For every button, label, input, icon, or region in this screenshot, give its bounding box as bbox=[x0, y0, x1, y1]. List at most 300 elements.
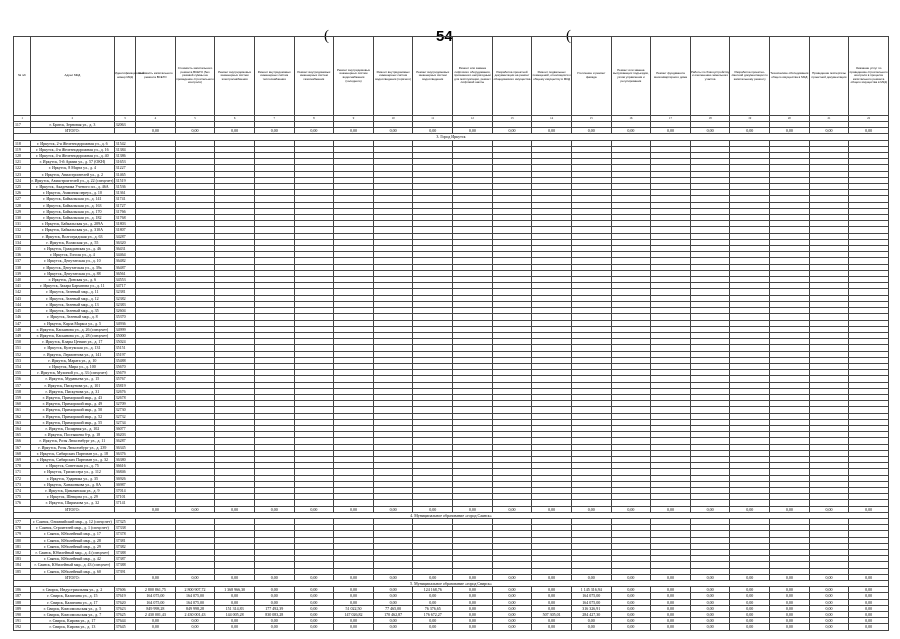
column-number: 11 bbox=[413, 116, 453, 122]
building-id: 36987 bbox=[114, 481, 135, 487]
total-value: 0,00 bbox=[690, 128, 730, 134]
building-id: 35488 bbox=[114, 357, 135, 363]
building-id: 37387 bbox=[114, 556, 135, 562]
value-cell: 0,00 bbox=[453, 618, 493, 624]
value-cell: 2 800 907,72 bbox=[175, 587, 215, 593]
column-header: Ремонт внутридомовых инженерных систем водоотведения bbox=[413, 37, 453, 116]
value-cell: 0,00 bbox=[849, 587, 889, 593]
address-cell: г. Иркутск, Зеленый мкр., д. 12 bbox=[31, 295, 115, 301]
value-cell: 164 075,00 bbox=[175, 599, 215, 605]
row-number: 192 bbox=[14, 624, 31, 630]
row-number: 160 bbox=[14, 401, 31, 407]
building-id: 32709 bbox=[114, 401, 135, 407]
value-cell: 1 368 966,30 bbox=[215, 587, 255, 593]
address-cell: г. Иркутск, Зеленый мкр., д. 35 bbox=[31, 308, 115, 314]
building-id: 31803 bbox=[114, 221, 135, 227]
address-cell: г. Иркутск, Мухиной ул., д. 33 (спецсчет) bbox=[31, 370, 115, 376]
building-id: 32730 bbox=[114, 407, 135, 413]
value-cell: 0,00 bbox=[690, 593, 730, 599]
building-id: 32604 bbox=[114, 308, 135, 314]
address-cell: г. Иркутск, Байкальская ул., д. 310А bbox=[31, 227, 115, 233]
value-cell: 0,00 bbox=[809, 587, 849, 593]
address-cell: г. Иркутск, Байкальская ул., д. 163 bbox=[31, 202, 115, 208]
total-label: ИТОГО: bbox=[31, 574, 115, 580]
value-cell: 0,00 bbox=[770, 599, 810, 605]
column-header: Ремонт внутридомовых инженерных систем водоснабжения (холодного) bbox=[334, 37, 374, 116]
building-id: 37014 bbox=[114, 487, 135, 493]
column-header: Стоимость капитального ремонта ВСЕГО (без разовой суммы на проведение строительного контроля) bbox=[175, 37, 215, 116]
row-number: 141 bbox=[14, 283, 31, 289]
column-header: Ремонт внутридомовых инженерных систем водоотведения (горячего) bbox=[373, 37, 413, 116]
value-cell: 0,00 bbox=[532, 605, 572, 611]
column-number: 15 bbox=[571, 116, 611, 122]
address-cell: г. Иркутск, Приморский мкр., д. 43 bbox=[31, 394, 115, 400]
total-value: 0,00 bbox=[373, 506, 413, 512]
value-cell: 0,00 bbox=[453, 612, 493, 618]
building-id: 36431 bbox=[114, 246, 135, 252]
total-value: 0,00 bbox=[730, 574, 770, 580]
column-number: 10 bbox=[373, 116, 413, 122]
total-value: 0,00 bbox=[453, 128, 493, 134]
value-cell: 0,00 bbox=[651, 593, 691, 599]
value-cell: 0,00 bbox=[770, 593, 810, 599]
value-cell: 0,00 bbox=[611, 605, 651, 611]
value-cell: 0,00 bbox=[254, 624, 294, 630]
address-cell: г. Иркутск, Трилиссера ул., д. 112 bbox=[31, 469, 115, 475]
value-cell: 0,00 bbox=[334, 618, 374, 624]
row-number: 134 bbox=[14, 239, 31, 245]
building-id: 37619 bbox=[114, 593, 135, 599]
building-id: 35670 bbox=[114, 363, 135, 369]
address-cell: г. Свирск, Калинина ул., д. 15 bbox=[31, 593, 115, 599]
building-id: 36482 bbox=[114, 258, 135, 264]
building-id: 31727 bbox=[114, 202, 135, 208]
value-cell: 0,00 bbox=[809, 612, 849, 618]
row-number: 126 bbox=[14, 190, 31, 196]
total-value: 0,00 bbox=[849, 128, 889, 134]
total-value: 0,00 bbox=[175, 506, 215, 512]
address-cell: г. Саянск, Юбилейный мкр., д. 60 bbox=[31, 568, 115, 574]
value-cell: 0,00 bbox=[373, 593, 413, 599]
value-cell: 0,00 bbox=[730, 599, 770, 605]
building-id: 37382 bbox=[114, 543, 135, 549]
value-cell: 0,00 bbox=[334, 599, 374, 605]
total-value: 0,00 bbox=[849, 574, 889, 580]
address-cell: г. Иркутск, Розы Люксембург ул., д. 11 bbox=[31, 438, 115, 444]
column-number: 6 bbox=[215, 116, 255, 122]
column-number: 18 bbox=[690, 116, 730, 122]
value-cell: 830 083,28 bbox=[254, 612, 294, 618]
row-number: 139 bbox=[14, 270, 31, 276]
building-id: 37388 bbox=[114, 550, 135, 556]
building-id: 35679 bbox=[114, 370, 135, 376]
row-number: 135 bbox=[14, 246, 31, 252]
row-number: 144 bbox=[14, 301, 31, 307]
row-number: 117 bbox=[14, 122, 31, 128]
column-number: 22 bbox=[849, 116, 889, 122]
value-cell: 849 998,28 bbox=[175, 605, 215, 611]
column-number: 19 bbox=[730, 116, 770, 122]
value-cell: 0,00 bbox=[294, 624, 334, 630]
building-id: 37388 bbox=[114, 562, 135, 568]
building-id: 37623 bbox=[114, 605, 135, 611]
column-number: 9 bbox=[334, 116, 374, 122]
address-cell: г. Иркутск, 5-й Армии ул., д. 57 (ОКН) bbox=[31, 159, 115, 165]
row-number: 174 bbox=[14, 487, 31, 493]
column-number: 2 bbox=[31, 116, 115, 122]
row-number: 175 bbox=[14, 494, 31, 500]
total-value: 0,00 bbox=[175, 128, 215, 134]
building-id: 36077 bbox=[114, 425, 135, 431]
value-cell: 0,00 bbox=[254, 599, 294, 605]
building-id: 34553 bbox=[114, 277, 135, 283]
building-id: 35151 bbox=[114, 345, 135, 351]
building-id: 32381 bbox=[114, 289, 135, 295]
row-number: 156 bbox=[14, 376, 31, 382]
total-value: 0,00 bbox=[373, 128, 413, 134]
column-header: Ремонт подвальных помещений, относящихся к общему имуществу в МКД bbox=[532, 37, 572, 116]
total-value: 0,00 bbox=[492, 128, 532, 134]
value-cell: 164 075,00 bbox=[175, 593, 215, 599]
value-cell: 0,00 bbox=[373, 599, 413, 605]
value-cell: 284 427,30 bbox=[571, 612, 611, 618]
value-cell: 0,00 bbox=[690, 605, 730, 611]
total-label: ИТОГО: bbox=[31, 128, 115, 134]
value-cell: 164 075,00 bbox=[571, 593, 611, 599]
row-number: 168 bbox=[14, 450, 31, 456]
row-number: 148 bbox=[14, 326, 31, 332]
row-number: 118 bbox=[14, 140, 31, 146]
value-cell: 0,00 bbox=[453, 587, 493, 593]
total-value: 0,00 bbox=[413, 574, 453, 580]
row-number: 185 bbox=[14, 568, 31, 574]
row-number: 145 bbox=[14, 308, 31, 314]
row-number: 170 bbox=[14, 463, 31, 469]
column-header: Разработка проектной документации на ремонт общедомового имущества bbox=[492, 37, 532, 116]
total-value: 0,00 bbox=[770, 506, 810, 512]
building-id: 35000 bbox=[114, 332, 135, 338]
value-cell: 0,00 bbox=[611, 599, 651, 605]
address-cell: г. Иркутск, Касьянова ул., д. 26 (спецсчет) bbox=[31, 326, 115, 332]
section-title: 5. Муниципальное образование «город Свирск» bbox=[14, 581, 889, 587]
total-value: 0,00 bbox=[215, 574, 255, 580]
address-cell: г. Иркутск, Приморский мкр., д. 50 bbox=[31, 407, 115, 413]
address-cell: г. Иркутск, 2-я Железнодорожная ул., д. 6 bbox=[31, 140, 115, 146]
total-value: 0,00 bbox=[334, 128, 374, 134]
row-number: 153 bbox=[14, 357, 31, 363]
address-cell: г. Иркутск, Депутатская ул., д. 88 bbox=[31, 270, 115, 276]
value-cell: 0,00 bbox=[215, 618, 255, 624]
value-cell: 2 800 861,75 bbox=[136, 587, 176, 593]
value-cell: 0,00 bbox=[730, 593, 770, 599]
value-cell: 0,00 bbox=[849, 593, 889, 599]
total-value: 0,00 bbox=[770, 574, 810, 580]
value-cell: 0,00 bbox=[770, 587, 810, 593]
total-value: 0,00 bbox=[571, 128, 611, 134]
value-cell: 0,00 bbox=[690, 587, 730, 593]
value-cell: 0,00 bbox=[690, 618, 730, 624]
value-cell: 164 075,00 bbox=[136, 599, 176, 605]
value-cell: 0,00 bbox=[571, 618, 611, 624]
total-value: 0,00 bbox=[611, 574, 651, 580]
row-number: 142 bbox=[14, 289, 31, 295]
building-id: 34464 bbox=[114, 252, 135, 258]
address-cell: г. Иркутск, Донская ул., д. 6 bbox=[31, 277, 115, 283]
column-header: Ремонт фундамента многоквартирного дома bbox=[651, 37, 691, 116]
column-number: 21 bbox=[809, 116, 849, 122]
row-number: 183 bbox=[14, 556, 31, 562]
building-id: 31519 bbox=[114, 177, 135, 183]
building-id: 31542 bbox=[114, 140, 135, 146]
row-number: 151 bbox=[14, 345, 31, 351]
building-id: 36287 bbox=[114, 438, 135, 444]
building-id: 37644 bbox=[114, 618, 135, 624]
value-cell: 176 672,27 bbox=[413, 612, 453, 618]
row-number: 137 bbox=[14, 258, 31, 264]
value-cell: 0,00 bbox=[334, 587, 374, 593]
row-number: 119 bbox=[14, 146, 31, 152]
total-label: ИТОГО: bbox=[31, 506, 115, 512]
value-cell: 0,00 bbox=[492, 624, 532, 630]
value-cell: 0,00 bbox=[532, 593, 572, 599]
value-cell: 0,00 bbox=[730, 624, 770, 630]
value-cell: 0,00 bbox=[373, 624, 413, 630]
column-header: Адрес МКД bbox=[31, 37, 115, 116]
value-cell: 0,00 bbox=[254, 587, 294, 593]
row-number: 173 bbox=[14, 481, 31, 487]
row-number: 161 bbox=[14, 407, 31, 413]
value-cell: 0,00 bbox=[175, 618, 215, 624]
value-cell: 0,00 bbox=[809, 618, 849, 624]
value-cell: 0,00 bbox=[611, 593, 651, 599]
value-cell: 0,00 bbox=[136, 618, 176, 624]
value-cell: 0,00 bbox=[294, 618, 334, 624]
value-cell: 0,00 bbox=[532, 624, 572, 630]
total-value: 0,00 bbox=[373, 574, 413, 580]
address-cell: г. Иркутск, Зеленый мкр., д. 13 bbox=[31, 301, 115, 307]
total-value: 0,00 bbox=[334, 506, 374, 512]
building-id: 37645 bbox=[114, 624, 135, 630]
value-cell: 849 998,28 bbox=[136, 605, 176, 611]
building-id: 35197 bbox=[114, 351, 135, 357]
value-cell: 76 376,65 bbox=[413, 605, 453, 611]
total-value: 0,00 bbox=[571, 506, 611, 512]
value-cell: 144 005,28 bbox=[215, 612, 255, 618]
address-cell: г. Свирск, Кирова ул., д. 17 bbox=[31, 618, 115, 624]
value-cell: 0,00 bbox=[453, 624, 493, 630]
value-cell: 0,00 bbox=[373, 587, 413, 593]
column-number: 13 bbox=[492, 116, 532, 122]
row-number: 190 bbox=[14, 612, 31, 618]
row-number: 180 bbox=[14, 537, 31, 543]
value-cell: 0,00 bbox=[492, 612, 532, 618]
value-cell: 1 145 316,94 bbox=[571, 587, 611, 593]
address-cell: г. Саянск, Юбилейный мкр., д. 43 (спецсчет) bbox=[31, 562, 115, 568]
total-value: 0,00 bbox=[730, 128, 770, 134]
row-number: 129 bbox=[14, 208, 31, 214]
value-cell: 170 462,87 bbox=[373, 612, 413, 618]
row-number: 152 bbox=[14, 351, 31, 357]
building-id: 36376 bbox=[114, 450, 135, 456]
total-value: 0,00 bbox=[254, 128, 294, 134]
building-id: 32734 bbox=[114, 419, 135, 425]
value-cell: 151 314,83 bbox=[215, 605, 255, 611]
address-cell: г. Свирск, Комсомольская ул., д. 5 bbox=[31, 605, 115, 611]
value-cell: 0,00 bbox=[453, 593, 493, 599]
total-value: 0,00 bbox=[690, 506, 730, 512]
total-value: 0,00 bbox=[215, 506, 255, 512]
building-id: 32063 bbox=[114, 122, 135, 128]
value-cell: 0,00 bbox=[413, 599, 453, 605]
value-cell: 0,00 bbox=[770, 624, 810, 630]
row-number: 165 bbox=[14, 432, 31, 438]
building-id: 37325 bbox=[114, 519, 135, 525]
value-cell: 164 075,00 bbox=[571, 599, 611, 605]
row-number: 150 bbox=[14, 339, 31, 345]
building-id: 36561 bbox=[114, 270, 135, 276]
building-id: 32678 bbox=[114, 394, 135, 400]
value-cell: 147 026,82 bbox=[334, 612, 374, 618]
address-cell: г. Свирск, Комсомольская ул., д. 7 bbox=[31, 612, 115, 618]
total-value: 0,00 bbox=[571, 574, 611, 580]
row-number: 163 bbox=[14, 419, 31, 425]
column-number: 4 bbox=[136, 116, 176, 122]
building-id: 32732 bbox=[114, 413, 135, 419]
table-row bbox=[14, 624, 889, 630]
address-cell: г. Иркутск, Приморский мкр., д. 49 bbox=[31, 401, 115, 407]
total-value: 0,00 bbox=[532, 128, 572, 134]
address-cell: г. Саянск, Юбилейный мкр., д. 42 bbox=[31, 556, 115, 562]
value-cell: 0,00 bbox=[492, 599, 532, 605]
address-cell: г. Иркутск, 4-я Железнодорожная ул., д. 40 bbox=[31, 153, 115, 159]
address-cell: г. Иркутск, Мира ул., д. 100 bbox=[31, 363, 115, 369]
value-cell: 0,00 bbox=[532, 587, 572, 593]
column-number: 1 bbox=[14, 116, 31, 122]
value-cell: 164 075,00 bbox=[136, 593, 176, 599]
address-cell: г. Иркутск, Шевцова ул., д. 29 bbox=[31, 494, 115, 500]
address-cell: г. Иркутск, Клары Цеткин ул., д. 17 bbox=[31, 339, 115, 345]
address-cell: г. Иркутск, Авиастроителей ул., д. 22 (спецсчет) bbox=[31, 177, 114, 183]
value-cell: 0,00 bbox=[849, 605, 889, 611]
value-cell: 316 326,91 bbox=[571, 605, 611, 611]
value-cell: 0,00 bbox=[809, 624, 849, 630]
building-id: 37381 bbox=[114, 537, 135, 543]
row-number: 189 bbox=[14, 605, 31, 611]
total-value: 0,00 bbox=[532, 506, 572, 512]
total-value: 0,00 bbox=[532, 574, 572, 580]
address-cell: г. Иркутск, Академика Ученого пл., д. 46А bbox=[31, 184, 115, 190]
column-header: № п/п bbox=[14, 37, 31, 116]
building-id: 31653 bbox=[114, 159, 135, 165]
address-cell: г. Саянск, Юбилейный мкр., д. 29 bbox=[31, 543, 115, 549]
value-cell: 507 305,01 bbox=[532, 612, 572, 618]
building-id: 34999 bbox=[114, 326, 135, 332]
value-cell: 0,00 bbox=[690, 612, 730, 618]
row-number: 154 bbox=[14, 363, 31, 369]
address-cell: г. Иркутск, Байкальская ул., д. 141 bbox=[31, 196, 115, 202]
column-number: 14 bbox=[532, 116, 572, 122]
value-cell: 0,00 bbox=[334, 624, 374, 630]
column-header: Ремонт внутридомовых инженерных систем теплоснабжения bbox=[254, 37, 294, 116]
value-cell: 2 430 001,43 bbox=[136, 612, 176, 618]
row-number: 124 bbox=[14, 177, 31, 183]
address-cell: г. Саянск, Юбилейный мкр., д. 4 (спецсчет) bbox=[31, 550, 115, 556]
value-cell: 77 465,00 bbox=[373, 605, 413, 611]
building-id: 34717 bbox=[114, 283, 135, 289]
address-cell: г. Саянск, Строителей мкр., д. 1 (спецсчет) bbox=[31, 525, 115, 531]
building-id: 35819 bbox=[114, 382, 135, 388]
address-cell: г. Иркутск, Авиастроителей ул., д. 2 bbox=[31, 171, 115, 177]
row-number: 155 bbox=[14, 370, 31, 376]
building-id: 31766 bbox=[114, 208, 135, 214]
value-cell: 2 430 001,43 bbox=[175, 612, 215, 618]
building-id: 36320 bbox=[114, 239, 135, 245]
total-value: 0,00 bbox=[453, 506, 493, 512]
capital-repair-table bbox=[13, 36, 889, 631]
building-id: 35370 bbox=[114, 314, 135, 320]
value-cell: 0,00 bbox=[373, 618, 413, 624]
building-id: 37338 bbox=[114, 525, 135, 531]
address-cell: г. Иркутск, Цимлянская ул., д. 9 bbox=[31, 487, 115, 493]
address-cell: г. Иркутск, Постышева б-р, д. 18 bbox=[31, 432, 115, 438]
building-id: 31384 bbox=[114, 146, 135, 152]
total-value: 0,00 bbox=[334, 574, 374, 580]
total-value: 0,00 bbox=[453, 574, 493, 580]
address-cell: г. Иркутск, Лермонтова ул., д. 141 bbox=[31, 351, 115, 357]
total-value: 0,00 bbox=[492, 506, 532, 512]
value-cell: 0,00 bbox=[175, 624, 215, 630]
address-cell: г. Иркутск, Розы Люксембург ул., д. 239 bbox=[31, 444, 115, 450]
total-value: 0,00 bbox=[136, 574, 176, 580]
value-cell: 0,00 bbox=[571, 624, 611, 630]
value-cell: 0,00 bbox=[532, 599, 572, 605]
row-number: 166 bbox=[14, 438, 31, 444]
column-number: 20 bbox=[770, 116, 810, 122]
value-cell: 0,00 bbox=[651, 612, 691, 618]
total-value: 0,00 bbox=[849, 506, 889, 512]
row-number: 147 bbox=[14, 320, 31, 326]
row-number: 179 bbox=[14, 531, 31, 537]
total-value: 0,00 bbox=[294, 574, 334, 580]
address-cell: г. Иркутск, Марата ул., д. 10 bbox=[31, 357, 115, 363]
value-cell: 0,00 bbox=[770, 612, 810, 618]
total-value: 0,00 bbox=[175, 574, 215, 580]
section-title: 3. Город Иркутск bbox=[14, 134, 889, 140]
total-value: 0,00 bbox=[413, 506, 453, 512]
row-number: 130 bbox=[14, 215, 31, 221]
value-cell: 0,00 bbox=[730, 612, 770, 618]
address-cell: г. Иркутск, Депутатская ул., д. 39а bbox=[31, 264, 115, 270]
address-cell: г. Свирск, Кирова ул., д. 13 bbox=[31, 624, 115, 630]
row-number: 171 bbox=[14, 469, 31, 475]
address-cell: г. Иркутск, Зеленый мкр., д. 11 bbox=[31, 289, 115, 295]
column-header: Утепление и ремонт фасада bbox=[571, 37, 611, 116]
row-number: 125 bbox=[14, 184, 31, 190]
value-cell: 0,00 bbox=[254, 593, 294, 599]
row-number: 127 bbox=[14, 196, 31, 202]
column-number: 16 bbox=[611, 116, 651, 122]
row-number: 169 bbox=[14, 456, 31, 462]
address-cell: г. Иркутск, 8 Марта ул., д. 4 bbox=[31, 165, 115, 171]
row-number: 146 bbox=[14, 314, 31, 320]
row-number: 133 bbox=[14, 233, 31, 239]
total-value: 0,00 bbox=[136, 128, 176, 134]
value-cell: 0,00 bbox=[730, 605, 770, 611]
column-header: Ремонт внутридомовых инженерных систем электроснабжения bbox=[215, 37, 255, 116]
building-id: 32383 bbox=[114, 301, 135, 307]
column-header: Проведение экспертизы проектной документации bbox=[809, 37, 849, 116]
value-cell: 0,00 bbox=[651, 618, 691, 624]
